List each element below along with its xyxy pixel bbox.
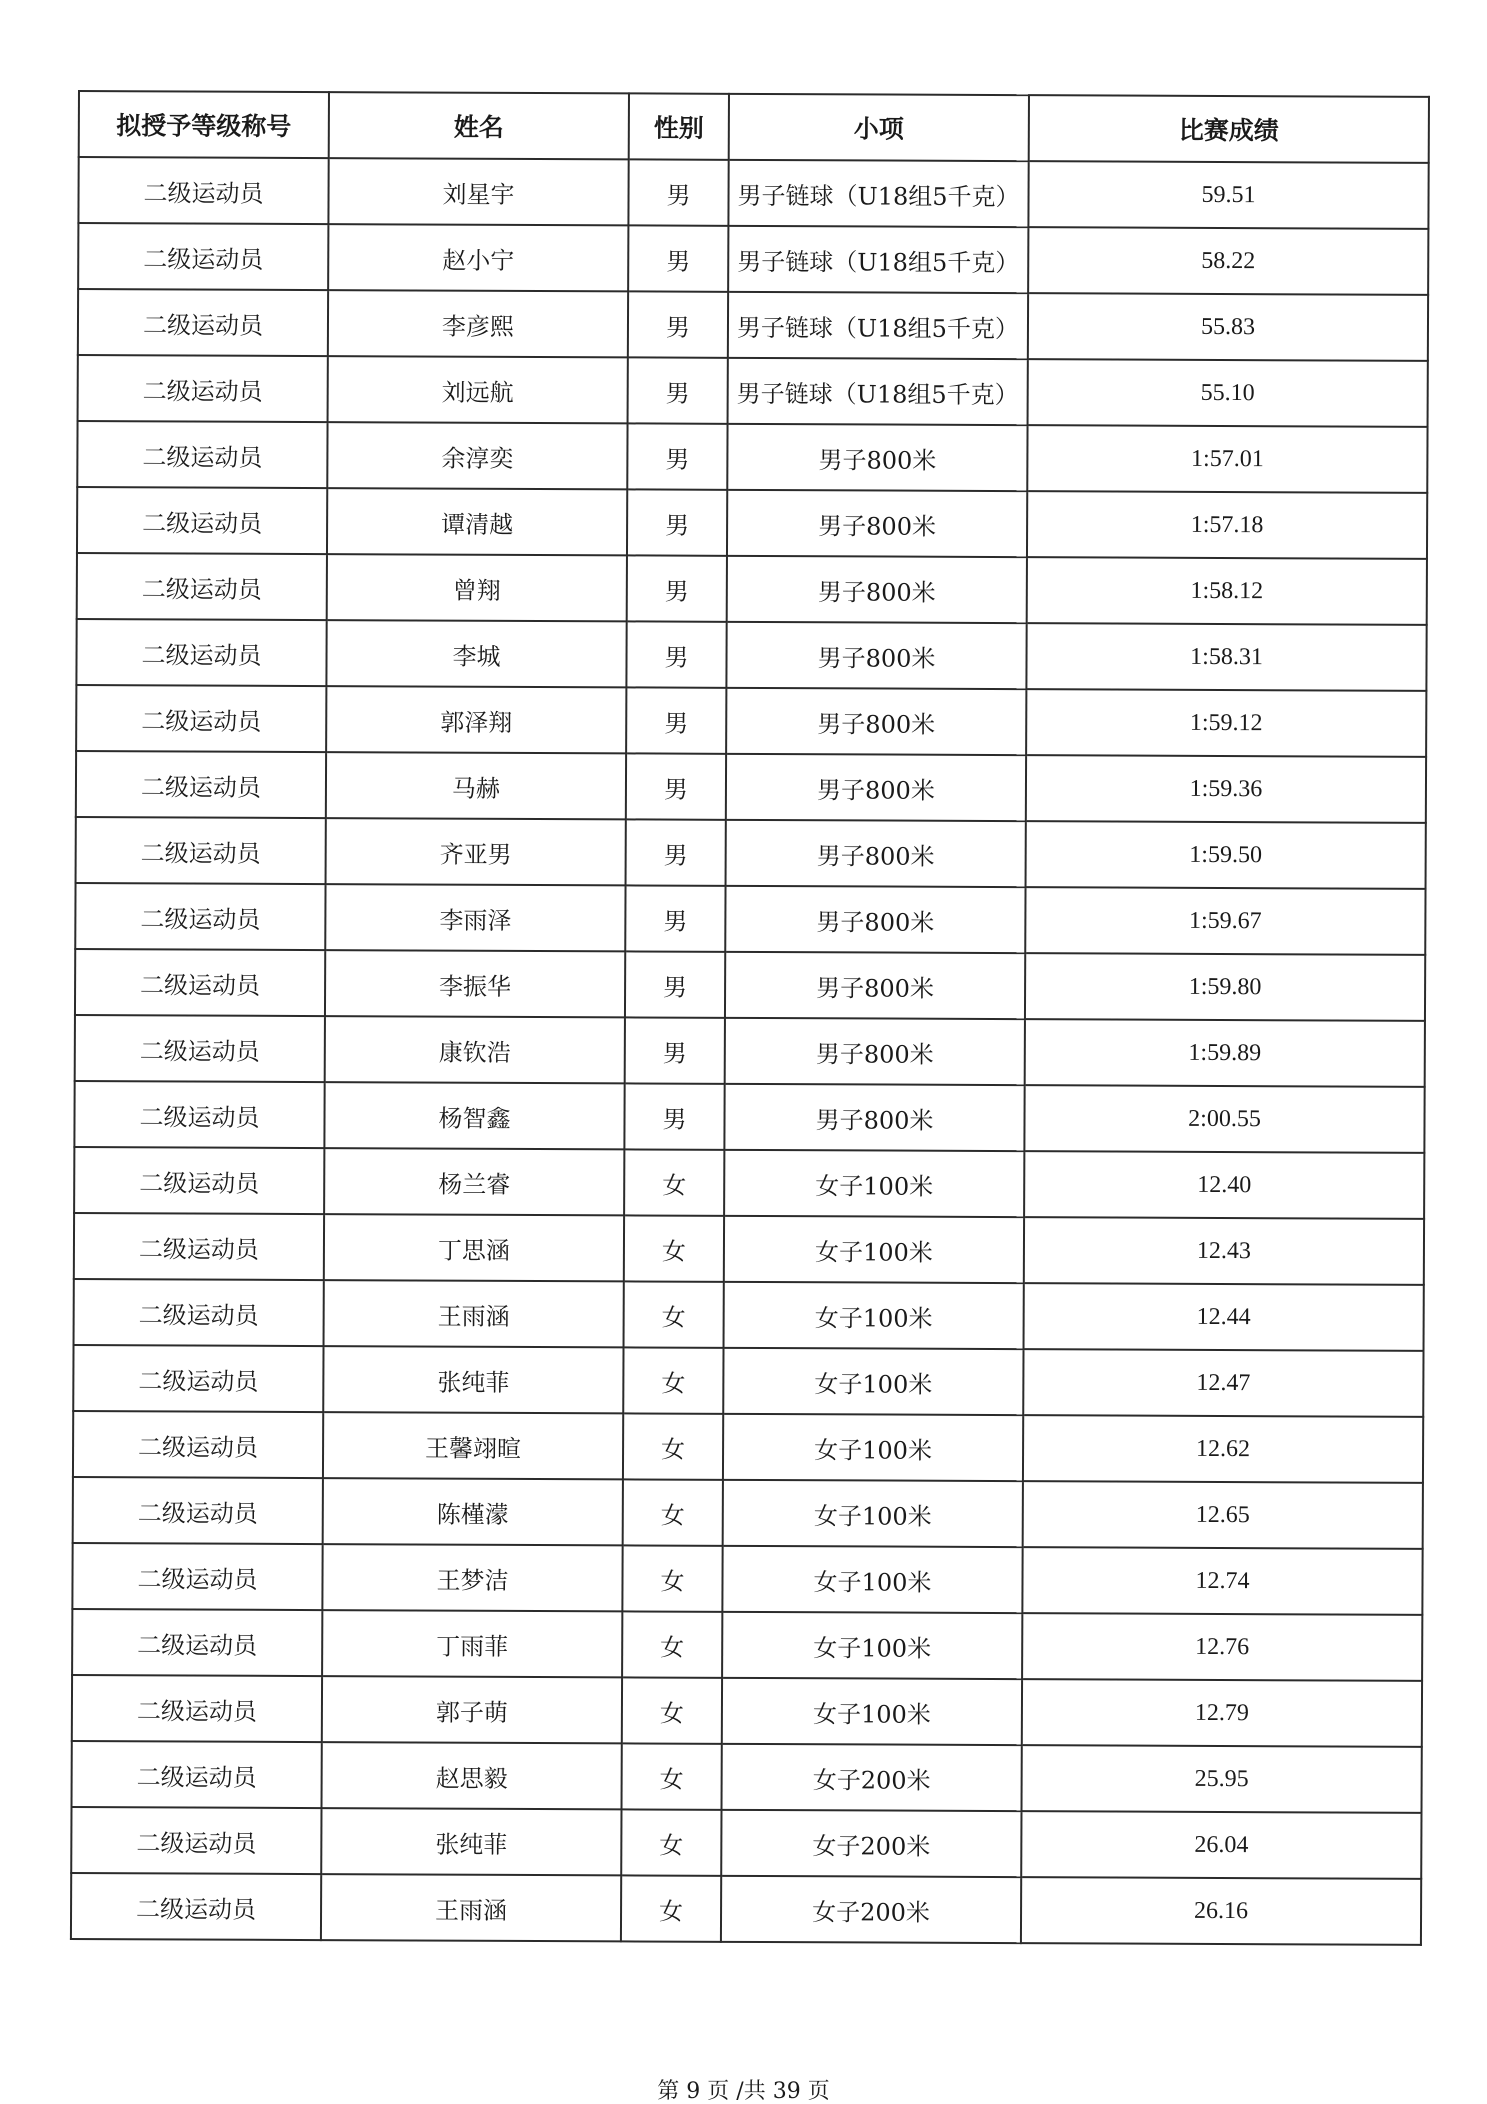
cell-level: 二级运动员	[78, 157, 328, 224]
cell-event: 女子200米	[721, 1876, 1021, 1943]
cell-level: 二级运动员	[75, 1015, 325, 1082]
cell-gender: 女	[624, 1281, 724, 1347]
table-row	[74, 1147, 1424, 1219]
cell-gender: 男	[626, 753, 726, 819]
header-result: 比赛成绩	[1029, 95, 1429, 163]
cell-event: 女子100米	[724, 1216, 1024, 1283]
cell-name: 张纯菲	[321, 1808, 621, 1875]
cell-name: 丁雨菲	[322, 1610, 622, 1677]
cell-event: 男子800米	[725, 886, 1025, 953]
cell-name: 丁思涵	[324, 1214, 624, 1281]
cell-gender: 女	[622, 1545, 722, 1611]
cell-gender: 男	[625, 1017, 725, 1083]
cell-gender: 女	[621, 1875, 721, 1941]
cell-name: 赵思毅	[322, 1742, 622, 1809]
table-row	[72, 1741, 1422, 1813]
cell-event: 男子链球（U18组5千克）	[728, 358, 1028, 425]
cell-gender: 女	[623, 1347, 723, 1413]
header-level: 拟授予等级称号	[79, 91, 329, 158]
cell-gender: 男	[628, 291, 728, 357]
cell-event: 男子800米	[726, 754, 1026, 821]
cell-result: 12.43	[1024, 1217, 1424, 1285]
cell-event: 女子100米	[723, 1348, 1023, 1415]
cell-event: 男子800米	[724, 1084, 1024, 1151]
cell-result: 58.22	[1028, 227, 1428, 295]
footer-prefix: 第	[657, 2079, 687, 2104]
cell-name: 马赫	[326, 752, 626, 819]
cell-name: 张纯菲	[323, 1346, 623, 1413]
cell-result: 1:58.12	[1027, 557, 1427, 625]
cell-level: 二级运动员	[74, 1081, 324, 1148]
cell-result: 2:00.55	[1024, 1085, 1424, 1153]
cell-gender: 男	[626, 819, 726, 885]
cell-event: 女子200米	[722, 1744, 1022, 1811]
cell-result: 59.51	[1028, 161, 1428, 229]
cell-name: 王梦洁	[322, 1544, 622, 1611]
table-row	[77, 487, 1427, 559]
table-row	[77, 421, 1427, 493]
cell-result: 12.47	[1023, 1349, 1423, 1417]
cell-gender: 男	[627, 423, 727, 489]
cell-event: 女子100米	[723, 1414, 1023, 1481]
cell-level: 二级运动员	[72, 1741, 322, 1808]
cell-gender: 女	[624, 1215, 724, 1281]
cell-name: 李雨泽	[325, 884, 625, 951]
cell-result: 12.44	[1024, 1283, 1424, 1351]
table-row	[78, 223, 1428, 295]
cell-result: 12.74	[1022, 1547, 1422, 1615]
cell-event: 女子200米	[721, 1810, 1021, 1877]
cell-name: 杨智鑫	[324, 1082, 624, 1149]
cell-event: 女子100米	[724, 1282, 1024, 1349]
table-row	[71, 1873, 1421, 1945]
cell-result: 1:59.50	[1026, 821, 1426, 889]
cell-result: 1:59.12	[1026, 689, 1426, 757]
athlete-roster-table	[70, 90, 1430, 1946]
cell-result: 1:57.18	[1027, 491, 1427, 559]
cell-name: 赵小宁	[328, 224, 628, 291]
table-row	[76, 817, 1426, 889]
page-footer	[0, 2081, 1487, 2103]
cell-level: 二级运动员	[76, 751, 326, 818]
table-row	[74, 1213, 1424, 1285]
cell-event: 女子100米	[722, 1612, 1022, 1679]
table-header-row	[79, 91, 1429, 163]
cell-event: 男子800米	[727, 490, 1027, 557]
cell-level: 二级运动员	[74, 1147, 324, 1214]
table-row	[74, 1081, 1424, 1153]
cell-gender: 男	[627, 555, 727, 621]
cell-event: 女子100米	[724, 1150, 1024, 1217]
cell-gender: 女	[622, 1743, 722, 1809]
cell-gender: 男	[628, 159, 728, 225]
table-row	[75, 883, 1425, 955]
cell-event: 男子800米	[725, 952, 1025, 1019]
cell-result: 1:57.01	[1027, 425, 1427, 493]
table-row	[75, 1015, 1425, 1087]
cell-level: 二级运动员	[77, 553, 327, 620]
table-row	[71, 1807, 1421, 1879]
cell-level: 二级运动员	[72, 1543, 322, 1610]
cell-result: 1:59.67	[1025, 887, 1425, 955]
cell-level: 二级运动员	[78, 355, 328, 422]
cell-name: 刘远航	[328, 356, 628, 423]
cell-level: 二级运动员	[73, 1345, 323, 1412]
cell-event: 男子链球（U18组5千克）	[728, 160, 1028, 227]
cell-gender: 男	[626, 687, 726, 753]
cell-name: 齐亚男	[326, 818, 626, 885]
header-name: 姓名	[329, 92, 629, 159]
cell-name: 李彦熙	[328, 290, 628, 357]
cell-name: 王雨涵	[324, 1280, 624, 1347]
cell-event: 男子链球（U18组5千克）	[728, 226, 1028, 293]
cell-name: 陈槿濛	[323, 1478, 623, 1545]
cell-name: 李城	[326, 620, 626, 687]
table-row	[73, 1477, 1423, 1549]
cell-event: 女子100米	[723, 1480, 1023, 1547]
cell-level: 二级运动员	[76, 619, 326, 686]
table-row	[78, 289, 1428, 361]
cell-result: 26.04	[1021, 1811, 1421, 1879]
cell-level: 二级运动员	[75, 949, 325, 1016]
cell-level: 二级运动员	[74, 1213, 324, 1280]
table-row	[76, 751, 1426, 823]
cell-level: 二级运动员	[77, 421, 327, 488]
cell-level: 二级运动员	[76, 685, 326, 752]
cell-name: 王馨翊暄	[323, 1412, 623, 1479]
cell-name: 曾翔	[327, 554, 627, 621]
cell-level: 二级运动员	[73, 1477, 323, 1544]
cell-level: 二级运动员	[78, 223, 328, 290]
table-row	[72, 1609, 1422, 1681]
table-row	[72, 1675, 1422, 1747]
cell-level: 二级运动员	[71, 1873, 321, 1940]
cell-event: 男子800米	[727, 424, 1027, 491]
cell-event: 男子800米	[726, 688, 1026, 755]
cell-level: 二级运动员	[71, 1807, 321, 1874]
cell-event: 男子800米	[725, 1018, 1025, 1085]
cell-event: 男子800米	[726, 622, 1026, 689]
cell-result: 12.79	[1022, 1679, 1422, 1747]
table-row	[76, 685, 1426, 757]
cell-gender: 男	[628, 225, 728, 291]
cell-name: 康钦浩	[325, 1016, 625, 1083]
cell-result: 12.76	[1022, 1613, 1422, 1681]
table-row	[72, 1543, 1422, 1615]
cell-event: 女子100米	[722, 1546, 1022, 1613]
cell-result: 12.65	[1023, 1481, 1423, 1549]
table-row	[74, 1279, 1424, 1351]
table-body	[71, 157, 1429, 1945]
cell-name: 李振华	[325, 950, 625, 1017]
table-row	[73, 1345, 1423, 1417]
cell-result: 1:58.31	[1026, 623, 1426, 691]
cell-gender: 女	[621, 1809, 721, 1875]
cell-level: 二级运动员	[77, 487, 327, 554]
cell-result: 26.16	[1021, 1877, 1421, 1945]
cell-result: 1:59.36	[1026, 755, 1426, 823]
cell-name: 郭子萌	[322, 1676, 622, 1743]
cell-gender: 女	[622, 1611, 722, 1677]
cell-name: 余淳奕	[327, 422, 627, 489]
cell-level: 二级运动员	[78, 289, 328, 356]
cell-event: 男子链球（U18组5千克）	[728, 292, 1028, 359]
table-row	[73, 1411, 1423, 1483]
table-row	[76, 619, 1426, 691]
cell-gender: 男	[625, 885, 725, 951]
cell-gender: 女	[622, 1677, 722, 1743]
footer-middle: 页 /共	[700, 2079, 773, 2104]
cell-name: 刘星宇	[328, 158, 628, 225]
cell-gender: 男	[627, 489, 727, 555]
table-row	[78, 157, 1428, 229]
cell-level: 二级运动员	[75, 883, 325, 950]
cell-name: 谭清越	[327, 488, 627, 555]
cell-level: 二级运动员	[73, 1411, 323, 1478]
cell-gender: 女	[623, 1413, 723, 1479]
cell-gender: 男	[626, 621, 726, 687]
cell-event: 男子800米	[727, 556, 1027, 623]
cell-level: 二级运动员	[72, 1609, 322, 1676]
cell-gender: 男	[628, 357, 728, 423]
cell-level: 二级运动员	[74, 1279, 324, 1346]
footer-total-pages: 39	[772, 2079, 801, 2104]
cell-level: 二级运动员	[76, 817, 326, 884]
cell-event: 女子100米	[722, 1678, 1022, 1745]
cell-result: 1:59.80	[1025, 953, 1425, 1021]
cell-name: 王雨涵	[321, 1874, 621, 1941]
cell-event: 男子800米	[726, 820, 1026, 887]
cell-result: 55.83	[1028, 293, 1428, 361]
cell-result: 1:59.89	[1025, 1019, 1425, 1087]
table-row	[77, 553, 1427, 625]
cell-level: 二级运动员	[72, 1675, 322, 1742]
header-event: 小项	[729, 94, 1029, 161]
header-gender: 性别	[629, 93, 729, 159]
cell-result: 25.95	[1021, 1745, 1421, 1813]
cell-result: 12.40	[1024, 1151, 1424, 1219]
cell-gender: 女	[623, 1479, 723, 1545]
cell-gender: 女	[624, 1149, 724, 1215]
table-row	[75, 949, 1425, 1021]
footer-page-number: 9	[686, 2079, 701, 2104]
cell-result: 12.62	[1023, 1415, 1423, 1483]
cell-gender: 男	[625, 951, 725, 1017]
cell-name: 郭泽翔	[326, 686, 626, 753]
table-row	[78, 355, 1428, 427]
footer-suffix: 页	[800, 2079, 830, 2104]
cell-result: 55.10	[1028, 359, 1428, 427]
cell-gender: 男	[624, 1083, 724, 1149]
cell-name: 杨兰睿	[324, 1148, 624, 1215]
